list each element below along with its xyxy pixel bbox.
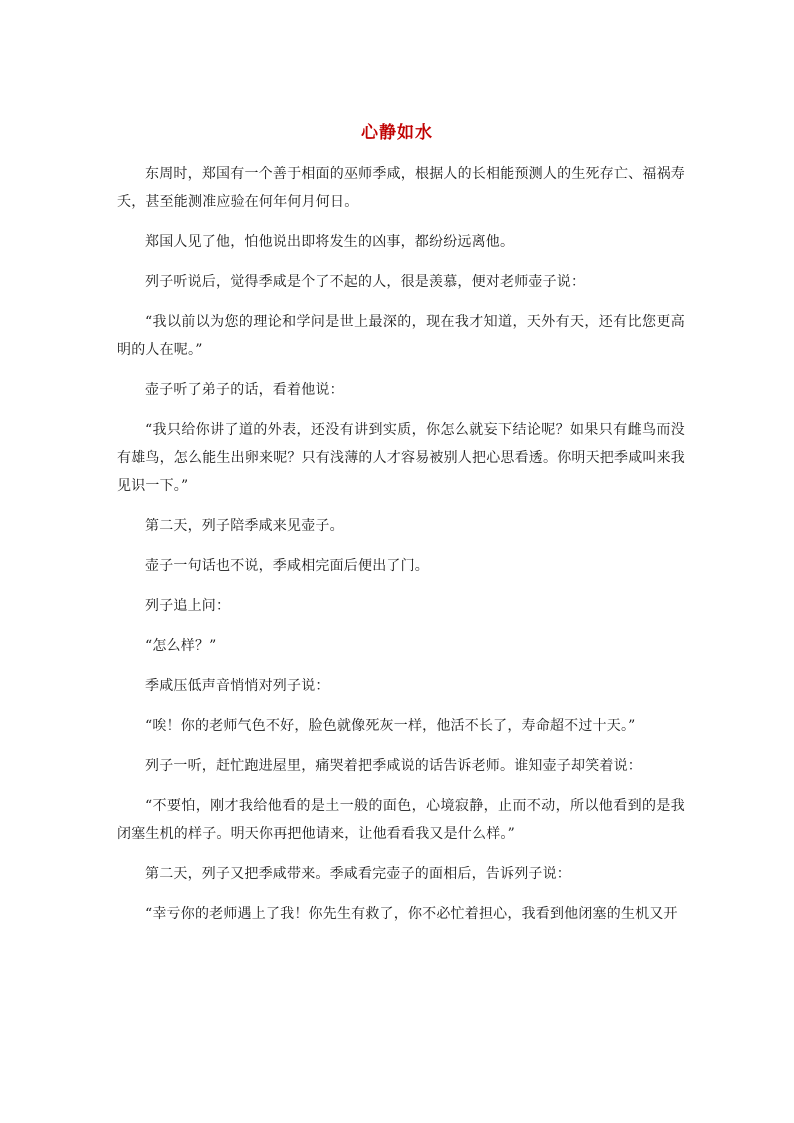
paragraph: “怎么样？” <box>145 638 217 654</box>
paragraph: “唉！你的老师气色不好，脸色就像死灰一样，他活不长了，寿命超不过十天。” <box>145 718 636 734</box>
paragraph: “幸亏你的老师遇上了我！你先生有救了，你不必忙着担心，我看到他闭塞的生机又开 <box>145 906 678 922</box>
paragraph: 壶子一句话也不说，季咸相完面后便出了门。 <box>145 558 429 574</box>
paragraph: 壶子听了弟子的话，看着他说： <box>145 382 344 398</box>
paragraph: 列子一听，赶忙跑进屋里，痛哭着把季咸说的话告诉老师。谁知壶子却笑着说： <box>145 758 642 774</box>
document-body <box>117 160 685 940</box>
paragraph: 郑国人见了他，怕他说出即将发生的凶事，都纷纷远离他。 <box>145 234 515 250</box>
paragraph: 列子听说后，觉得季咸是个了不起的人，很是羡慕，便对老师壶子说： <box>145 274 586 290</box>
paragraph: “我以前以为您的理论和学问是世上最深的，现在我才知道，天外有天，还有比您更高明的人在呢。” <box>117 314 685 358</box>
paragraph: “我只给你讲了道的外表，还没有讲到实质，你怎么就妄下结论呢？如果只有雌鸟而没有雄鸟，怎么能生出卵来呢？只有浅薄的人才容易被别人把心思看透。你明天把季咸叫来我见识一下。” <box>117 422 685 494</box>
paragraph: 第二天，列子又把季咸带来。季咸看完壶子的面相后，告诉列子说： <box>145 866 571 882</box>
paragraph: 第二天，列子陪季咸来见壶子。 <box>145 518 344 534</box>
document-title: 心静如水 <box>361 123 433 143</box>
paragraph: 列子追上问： <box>145 598 231 614</box>
paragraph: 季咸压低声音悄悄对列子说： <box>145 678 330 694</box>
paragraph: 东周时，郑国有一个善于相面的巫师季咸，根据人的长相能预测人的生死存亡、福祸寿夭，甚至能测准应验在何年何月何日。 <box>117 166 685 210</box>
paragraph: “不要怕，刚才我给他看的是土一般的面色，心境寂静，止而不动，所以他看到的是我闭塞生机的样子。明天你再把他请来，让他看看我又是什么样。” <box>117 798 685 842</box>
